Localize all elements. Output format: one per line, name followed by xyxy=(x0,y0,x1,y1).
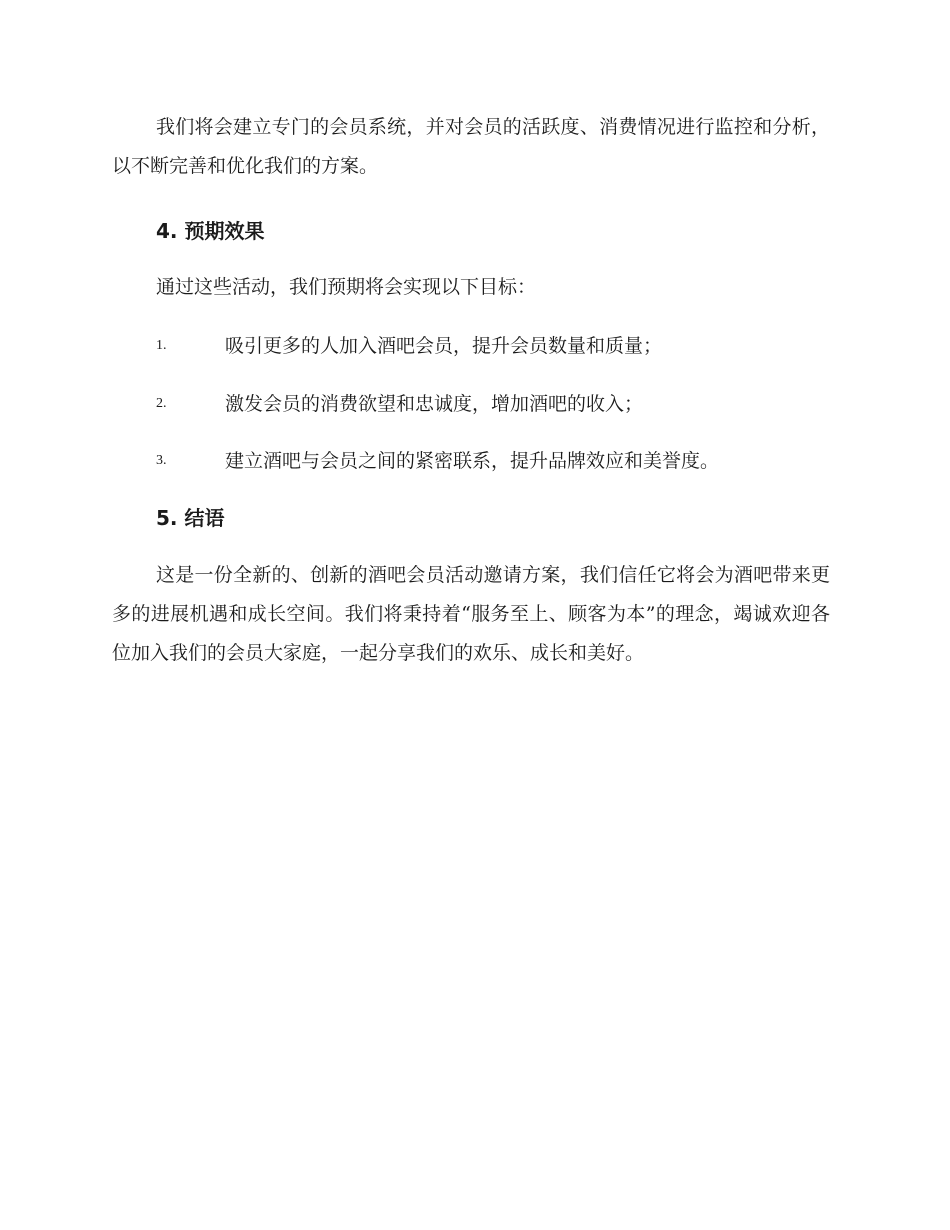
paragraph-member-system: 我们将会建立专门的会员系统，并对会员的活跃度、消费情况进行监控和分析，以不断完善和优化我们的方案。 xyxy=(112,116,830,177)
list-item-text: 激发会员的消费欲望和忠诚度，增加酒吧的收入； xyxy=(225,393,644,415)
list-item-number: 3. xyxy=(156,453,167,468)
section-heading-expected-effects: 4. 预期效果 xyxy=(156,219,265,243)
list-item xyxy=(156,389,836,419)
list-item xyxy=(156,446,836,476)
list-item-number: 1. xyxy=(156,338,167,353)
list-item-number: 2. xyxy=(156,396,167,411)
paragraph-conclusion: 这是一份全新的、创新的酒吧会员活动邀请方案，我们信任它将会为酒吧带来更多的进展机遇和成长空间。我们将秉持着“服务至上、顾客为本”的理念，竭诚欢迎各位加入我们的会员大家庭，一起分享我们的欢乐、成长和美好。 xyxy=(112,564,830,664)
list-item-text: 吸引更多的人加入酒吧会员，提升会员数量和质量； xyxy=(225,335,663,357)
paragraph-goals-intro: 通过这些活动，我们预期将会实现以下目标： xyxy=(156,276,537,298)
section-heading-conclusion: 5. 结语 xyxy=(156,506,225,530)
list-item xyxy=(156,331,836,361)
list-item-text: 建立酒吧与会员之间的紧密联系，提升品牌效应和美誉度。 xyxy=(225,450,720,472)
